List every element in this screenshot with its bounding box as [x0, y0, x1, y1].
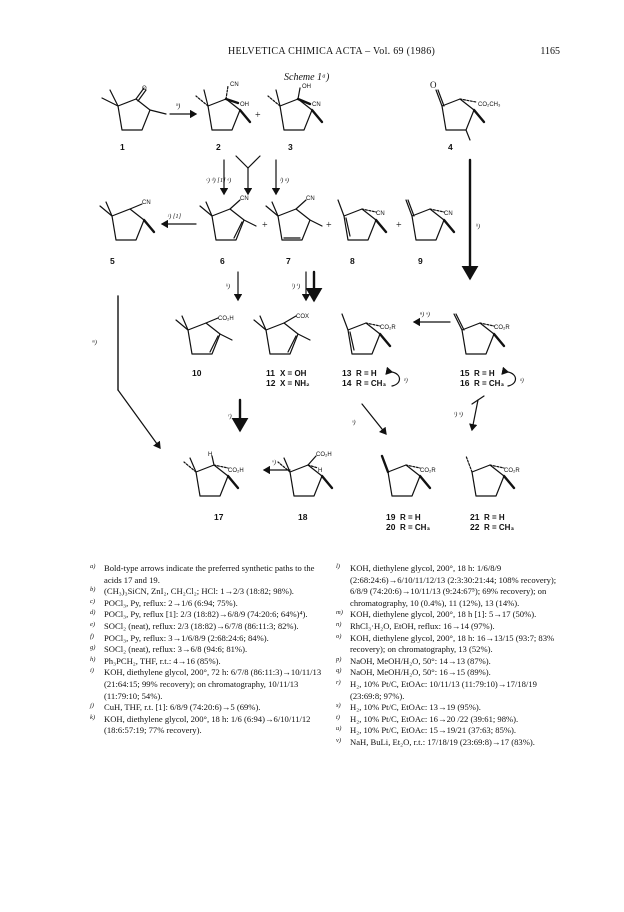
footnote: o) KOH, diethylene glycol, 200°, 18 h: 16→13/15 (93:7; 83% recovery); on chromatography, 13 (52%). [336, 632, 555, 655]
cn-label-8: CN [376, 211, 385, 217]
structure-15-16 [454, 314, 510, 354]
footnote: t) H₂, 10% Pt/C, EtOAc: 16→20 /22 (39:61; 98%). [336, 713, 519, 724]
footnote: h) Ph₃PCH₂, THF, r.t.: 4→16 (85%). [90, 655, 221, 666]
footnote: v) NaH, BuLi, Et₂O, r.t.: 17/18/19 (23:69:8)→17 (83%). [336, 736, 535, 747]
label-20: 20 [386, 522, 396, 532]
footnote: e) SOCl₂ (neat), reflux: 2/3 (18:82)→6/7/8 (86:11:3; 82%). [90, 620, 299, 631]
structure-3 [268, 84, 322, 130]
cn-label-6: CN [240, 196, 249, 202]
label-22: 22 [470, 522, 480, 532]
footnote: s) H₂, 10% Pt/C, EtOAc: 13→19 (95%). [336, 702, 481, 713]
r-h-15: R = H [474, 369, 495, 378]
label-13: 13 [342, 368, 352, 378]
structure-21-22 [466, 456, 520, 496]
label-5: 5 [110, 256, 115, 266]
condition-s: ˢ) [352, 419, 356, 426]
condition-f-g: ᶠ) ᵍ) [280, 177, 289, 184]
condition-q: ᵍ) [520, 378, 524, 384]
label-16: 16 [460, 378, 470, 388]
label-2: 2 [216, 142, 221, 152]
structure-5 [100, 200, 154, 240]
label-1: 1 [120, 142, 125, 152]
r-ch3-14: R = CH₃ [356, 379, 387, 388]
cn-label-3: CN [312, 102, 321, 108]
x-nh2: X = NH₂ [280, 379, 310, 388]
co2r-label-15: CO₂R [494, 325, 510, 331]
co2h-label-18: CO₂H [316, 452, 332, 458]
co2r-label-21: CO₂R [504, 468, 520, 474]
label-12: 12 [266, 378, 276, 388]
cn-label-7: CN [306, 196, 315, 202]
label-21: 21 [470, 512, 480, 522]
oh-label-3: OH [302, 84, 311, 90]
structure-10 [176, 316, 234, 354]
condition-n-o: ⁿ) ᵒ) [420, 311, 430, 318]
label-6: 6 [220, 256, 225, 266]
condition-h: ʰ) [476, 223, 481, 230]
structure-11-12 [254, 314, 310, 354]
plus-sign-3: + [326, 220, 332, 231]
structure-6 [200, 196, 256, 240]
co2h-label-17: CO₂H [228, 468, 244, 474]
label-18: 18 [298, 512, 308, 522]
footnote: j) CuH, THF, r.t. [1]: 6/8/9 (74:20:6)→5 (69%). [90, 702, 261, 713]
footnotes-right-column [336, 563, 568, 749]
running-header: HELVETICA CHIMICA ACTA – Vol. 69 (1986) [228, 46, 436, 57]
r-ch3-16: R = CH₃ [474, 379, 505, 388]
r-ch3-22: R = CH₃ [484, 523, 515, 532]
footnote: r) H₂, 10% Pt/C, EtOAc: 10/11/13 (11:79:10)→17/18/19 (23:69:8; 97%). [336, 678, 537, 701]
structure-7 [266, 196, 322, 240]
co2h-label-10: CO₂H [218, 316, 234, 322]
co2r-label-13: CO₂R [380, 325, 396, 331]
footnote: d) POCl₃, Py, reflux [1]: 2/3 (18:82)→6/8/9 (74:20:6; 64%)⁴). [90, 609, 308, 620]
label-19: 19 [386, 512, 396, 522]
structure-9 [406, 200, 454, 240]
structure-8 [338, 200, 386, 240]
cn-label-9: CN [444, 211, 453, 217]
page-number: 1165 [540, 46, 560, 57]
label-10: 10 [192, 368, 202, 378]
structure-19-20 [382, 456, 436, 496]
cn-label-5: CN [142, 200, 151, 206]
r-h-19: R = H [400, 513, 421, 522]
oxygen-label-4: O [430, 80, 437, 90]
x-oh: X = OH [280, 369, 307, 378]
footnote: n) RhCl₃·H₂O, EtOH, reflux: 16→14 (97%). [336, 620, 495, 631]
footnote: l) KOH, diethylene glycol, 200°, 18 h: 1/6/8/9 (2:68:24:6)→6/10/11/12/13 (2:3:30:21:44; 108% recovery); 6/8/9 (74:20:6)→10/11/13 (9:24:67⁵); 69% recovery); on chromatography, 10 (0.4%), 11 (12%), 13 (14%). [336, 563, 557, 608]
structure-2 [196, 82, 250, 130]
oh-label: OH [240, 102, 249, 108]
label-4: 4 [448, 142, 453, 152]
label-3: 3 [288, 142, 293, 152]
condition-j: ʲ) [1] [168, 213, 182, 220]
footnote: q) NaOH, MeOH/H₂O, 50°: 16→15 (89%). [336, 667, 491, 678]
r-h-21: R = H [484, 513, 505, 522]
condition-v: ᵛ) [272, 459, 276, 466]
plus-sign: + [255, 110, 261, 121]
structure-13-14 [342, 314, 396, 354]
condition-k: ᵏ) [226, 283, 230, 290]
condition-m: ᵐ) [92, 339, 97, 346]
condition-p: ᵖ) [404, 378, 408, 384]
co2r-label-19: CO₂R [420, 468, 436, 474]
condition-t-u: ᵗ) ᵘ) [454, 411, 463, 418]
r-ch3-20: R = CH₃ [400, 523, 431, 532]
label-7: 7 [286, 256, 291, 266]
plus-sign-2: + [262, 220, 268, 231]
footnote: m) KOH, diethylene glycol, 200°, 18 h [1]: 5→17 (50%). [336, 609, 537, 620]
plus-sign-4: + [396, 220, 402, 231]
arrow-13-to-19 [362, 404, 386, 434]
footnote: u) H₂, 10% Pt/C, EtOAc: 15→19/21 (37:63; 85%). [336, 725, 517, 736]
h-label-18: H [318, 468, 323, 474]
footnote: f) POCl₃, Py, reflux: 3→1/6/8/9 (2:68:24:6; 84%). [90, 632, 269, 643]
label-17: 17 [214, 512, 224, 522]
cn-label: CN [230, 82, 239, 88]
footnote: i) KOH, diethylene glycol, 200°, 72 h: 6/7/8 (86:11:3)→10/11/13 (21:64:15; 99% recovery); on chromatography, 10/11/13 (11:79:10; 54%). [90, 667, 322, 701]
structure-17 [184, 452, 244, 496]
label-15: 15 [460, 368, 470, 378]
footnote: p) NaOH, MeOH/H₂O, 50°: 14→13 (87%). [336, 655, 491, 666]
label-14: 14 [342, 378, 352, 388]
footnote: b) (CH₃)₃SiCN, ZnI₂, CH₂Cl₂; HCl: 1→2/3 (18:82; 98%). [90, 586, 294, 597]
footnotes-left-column [90, 563, 322, 737]
structure-4 [430, 80, 501, 140]
scheme-title: Scheme 1ᵃ) [284, 72, 330, 83]
structure-1 [102, 86, 166, 130]
co2ch3-label: CO₂CH₃ [478, 102, 501, 108]
hydrolysis-arrow-16-15 [508, 372, 516, 386]
condition-r: ʳ) [228, 413, 232, 420]
arrow-15-16-down [472, 400, 478, 430]
structure-18 [278, 452, 332, 496]
footnote: c) POCl₃, Py, reflux: 2→1/6 (6:94; 75%). [90, 597, 238, 608]
label-11: 11 [266, 368, 275, 378]
label-8: 8 [350, 256, 355, 266]
arrow-5-to-17 [118, 390, 160, 448]
condition-b: ᵇ) [176, 102, 181, 110]
cox-label: COX [296, 314, 310, 320]
condition-l-i: ˡ) ⁱ) [292, 283, 301, 290]
r-h-13: R = H [356, 369, 377, 378]
footnote: g) SOCl₂ (neat), reflux: 3→6/8 (94:6; 81%). [90, 644, 248, 655]
h-label-17: H [208, 452, 213, 458]
oxygen-label: O [142, 86, 147, 92]
hydrolysis-arrow-14-13 [392, 372, 400, 386]
condition-c-d-e: ᶜ) ᵈ) [1] ᵉ) [206, 177, 232, 184]
label-9: 9 [418, 256, 423, 266]
footnote: k) KOH, diethylene glycol, 200°, 18 h: 1/6 (6:94)→6/10/11/12 (18:6:57:19; 77% recovery). [90, 713, 311, 736]
footnote: a) Bold-type arrows indicate the preferred synthetic paths to the acids 17 and 19. [90, 563, 315, 585]
